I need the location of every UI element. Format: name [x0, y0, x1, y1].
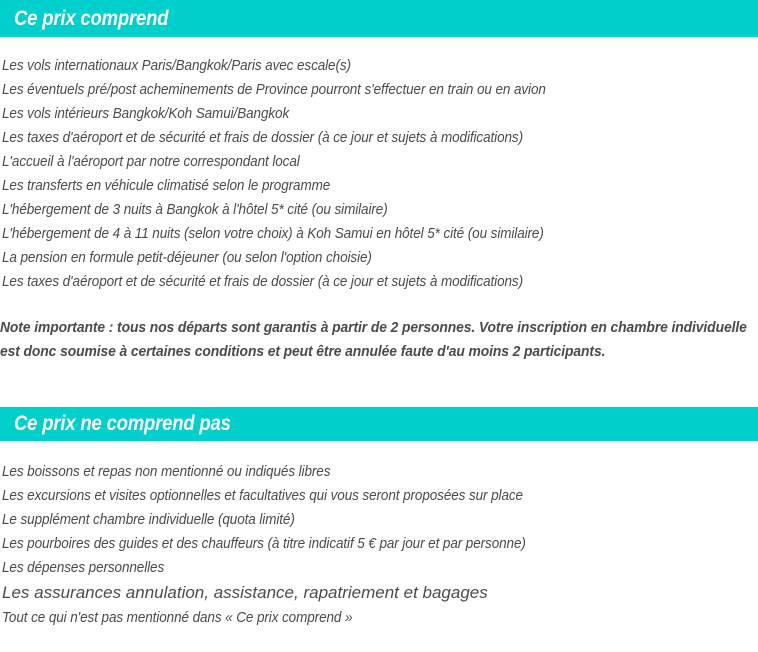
list-item: Le supplément chambre individuelle (quota limité)	[2, 511, 295, 528]
list-item: Les assurances annulation, assistance, rapatriement et bagages	[2, 583, 488, 602]
included-list	[0, 37, 758, 294]
section-title-not-included: Ce prix ne comprend pas	[14, 412, 231, 435]
important-note: Note importante : tous nos départs sont garantis à partir de 2 personnes. Votre inscription en chambre individuelle est donc soumise à certaines conditions et peut être annulée faute d'au moins 2 participants.	[0, 319, 747, 360]
section-spacer	[0, 364, 758, 407]
list-item: Les pourboires des guides et des chauffeurs (à titre indicatif 5 € par jour et par personne)	[2, 535, 526, 552]
list-item: L'hébergement de 3 nuits à Bangkok à l'hôtel 5* cité (ou similaire)	[2, 201, 388, 218]
list-item: Les dépenses personnelles	[2, 559, 165, 576]
list-item: Les vols internationaux Paris/Bangkok/Paris avec escale(s)	[2, 57, 351, 74]
list-item: Les taxes d'aéroport et de sécurité et frais de dossier (à ce jour et sujets à modifications)	[2, 273, 523, 290]
list-item: Les éventuels pré/post acheminements de Province pourront s'effectuer en train ou en avion	[2, 81, 546, 98]
list-item: L'accueil à l'aéroport par notre correspondant local	[2, 153, 300, 170]
list-item: Les transferts en véhicule climatisé selon le programme	[2, 177, 331, 194]
section-header-included	[0, 0, 758, 37]
not-included-list	[0, 441, 758, 630]
list-item: Les excursions et visites optionnelles et facultatives qui vous seront proposées sur place	[2, 487, 523, 504]
section-title-included: Ce prix comprend	[14, 6, 169, 30]
list-item: Tout ce qui n'est pas mentionné dans « Ce prix comprend »	[2, 609, 353, 626]
list-item: Les vols intérieurs Bangkok/Koh Samui/Bangkok	[2, 105, 290, 122]
list-item: Les boissons et repas non mentionné ou indiqués libres	[2, 463, 331, 480]
list-item: Les taxes d'aéroport et de sécurité et frais de dossier (à ce jour et sujets à modifications)	[2, 129, 523, 146]
section-header-not-included	[0, 407, 758, 441]
list-item: L'hébergement de 4 à 11 nuits (selon votre choix) à Koh Samui en hôtel 5* cité (ou similaire)	[2, 225, 544, 242]
list-item: La pension en formule petit-déjeuner (ou selon l'option choisie)	[2, 249, 372, 266]
